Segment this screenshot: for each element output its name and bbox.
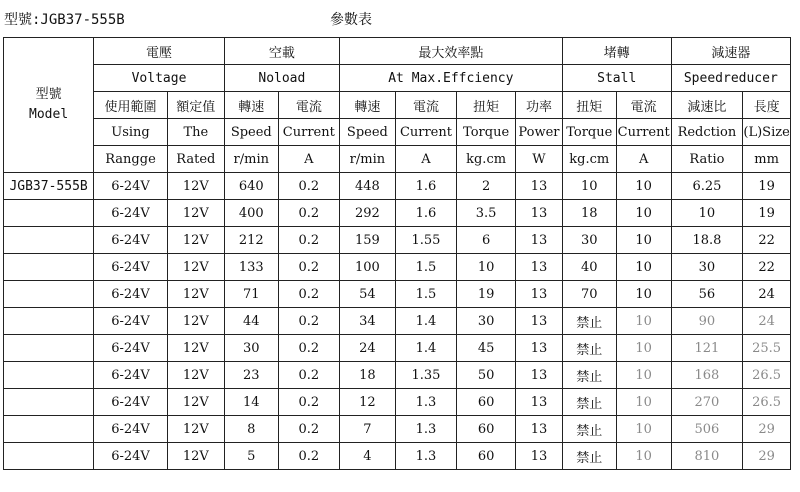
- table-cell: 56: [671, 281, 743, 308]
- table-row: [4, 173, 791, 200]
- table-cell: 13: [516, 416, 563, 443]
- table-cell: 10: [457, 254, 516, 281]
- table-cell: 159: [339, 227, 395, 254]
- table-cell: 10: [616, 443, 671, 470]
- table-cell: 禁止: [562, 335, 616, 362]
- table-cell: 100: [339, 254, 395, 281]
- table-cell: 12V: [167, 362, 224, 389]
- table-cell: 1.4: [395, 308, 456, 335]
- model-value-cell: [4, 416, 94, 443]
- table-cell: 19: [743, 173, 791, 200]
- table-cell: 34: [339, 308, 395, 335]
- model-header-zh: 型號: [35, 87, 62, 102]
- table-cell: 292: [339, 200, 395, 227]
- table-cell: 30: [457, 308, 516, 335]
- model-label: 型號:JGB37-555B: [4, 12, 125, 28]
- table-row: [4, 389, 791, 416]
- table-row: [4, 281, 791, 308]
- table-cell: 6-24V: [94, 254, 168, 281]
- table-cell: 22: [743, 227, 791, 254]
- table-cell: 24: [339, 335, 395, 362]
- subheader-en: Current: [616, 119, 671, 146]
- table-cell: 24: [743, 281, 791, 308]
- subheader-unit: A: [395, 146, 456, 173]
- model-value-cell: [4, 389, 94, 416]
- subheader-unit: A: [278, 146, 339, 173]
- table-cell: 12V: [167, 335, 224, 362]
- table-cell: 90: [671, 308, 743, 335]
- table-row: [4, 335, 791, 362]
- table-cell: 19: [457, 281, 516, 308]
- model-header-cell: [4, 38, 94, 173]
- subheader-en: Current: [278, 119, 339, 146]
- table-cell: 70: [562, 281, 616, 308]
- table-cell: 506: [671, 416, 743, 443]
- table-cell: 1.3: [395, 416, 456, 443]
- table-cell: 禁止: [562, 362, 616, 389]
- table-cell: 13: [516, 281, 563, 308]
- table-cell: 1.6: [395, 173, 456, 200]
- subheader-unit: Ratio: [671, 146, 743, 173]
- table-cell: 禁止: [562, 443, 616, 470]
- table-cell: 12V: [167, 443, 224, 470]
- table-cell: 133: [224, 254, 278, 281]
- subheader-en: (L)Size: [743, 119, 791, 146]
- table-cell: 60: [457, 389, 516, 416]
- table-cell: 禁止: [562, 308, 616, 335]
- table-cell: 121: [671, 335, 743, 362]
- table-cell: 12V: [167, 173, 224, 200]
- table-cell: 19: [743, 200, 791, 227]
- subheader-en: Torque: [562, 119, 616, 146]
- table-cell: 7: [339, 416, 395, 443]
- subheader-en: Speed: [224, 119, 278, 146]
- subheader-unit: Rated: [167, 146, 224, 173]
- table-cell: 270: [671, 389, 743, 416]
- group-header-en: At Max.Effciency: [339, 65, 562, 92]
- table-cell: 810: [671, 443, 743, 470]
- table-cell: 60: [457, 443, 516, 470]
- table-cell: 6: [457, 227, 516, 254]
- table-cell: 10: [616, 335, 671, 362]
- model-value-cell: [4, 281, 94, 308]
- table-cell: 3.5: [457, 200, 516, 227]
- table-cell: 6-24V: [94, 308, 168, 335]
- subheader-en: Using: [94, 119, 168, 146]
- subheader-unit: r/min: [224, 146, 278, 173]
- table-cell: 6-24V: [94, 173, 168, 200]
- table-cell: 禁止: [562, 416, 616, 443]
- model-header-en: Model: [29, 107, 69, 122]
- table-cell: 640: [224, 173, 278, 200]
- table-row: [4, 200, 791, 227]
- subheader-zh: 轉速: [224, 92, 278, 119]
- table-cell: 13: [516, 335, 563, 362]
- model-value-cell: [4, 443, 94, 470]
- table-cell: 0.2: [278, 227, 339, 254]
- table-cell: 8: [224, 416, 278, 443]
- group-header-en: Speedreducer: [671, 65, 790, 92]
- table-cell: 6-24V: [94, 335, 168, 362]
- table-cell: 0.2: [278, 200, 339, 227]
- table-row: [4, 308, 791, 335]
- table-cell: 40: [562, 254, 616, 281]
- table-cell: 12: [339, 389, 395, 416]
- table-cell: 6-24V: [94, 443, 168, 470]
- table-cell: 0.2: [278, 416, 339, 443]
- table-cell: 0.2: [278, 281, 339, 308]
- table-cell: 4: [339, 443, 395, 470]
- model-value-cell: JGB37-555B: [4, 173, 94, 200]
- table-row: [4, 416, 791, 443]
- table-cell: 0.2: [278, 389, 339, 416]
- model-value-cell: [4, 362, 94, 389]
- subheader-zh: 使用範圍: [94, 92, 168, 119]
- group-header-en: Noload: [224, 65, 339, 92]
- subheader-zh: 轉速: [339, 92, 395, 119]
- table-cell: 26.5: [743, 362, 791, 389]
- subheader-en: The: [167, 119, 224, 146]
- subheader-unit: kg.cm: [457, 146, 516, 173]
- subheader-zh: 電流: [278, 92, 339, 119]
- table-cell: 13: [516, 443, 563, 470]
- table-cell: 0.2: [278, 362, 339, 389]
- table-cell: 18.8: [671, 227, 743, 254]
- table-cell: 23: [224, 362, 278, 389]
- table-row: [4, 443, 791, 470]
- table-cell: 10: [616, 416, 671, 443]
- table-cell: 25.5: [743, 335, 791, 362]
- table-cell: 400: [224, 200, 278, 227]
- table-cell: 18: [562, 200, 616, 227]
- table-cell: 1.5: [395, 281, 456, 308]
- table-cell: 50: [457, 362, 516, 389]
- subheader-en: Current: [395, 119, 456, 146]
- group-header-en: Voltage: [94, 65, 225, 92]
- subheader-en: Power: [516, 119, 563, 146]
- table-cell: 71: [224, 281, 278, 308]
- table-cell: 0.2: [278, 308, 339, 335]
- table-cell: 13: [516, 200, 563, 227]
- table-cell: 6-24V: [94, 416, 168, 443]
- table-cell: 12V: [167, 281, 224, 308]
- table-cell: 13: [516, 227, 563, 254]
- table-cell: 6-24V: [94, 281, 168, 308]
- table-cell: 0.2: [278, 335, 339, 362]
- model-value-cell: [4, 200, 94, 227]
- table-cell: 0.2: [278, 254, 339, 281]
- table-cell: 1.3: [395, 443, 456, 470]
- table-cell: 18: [339, 362, 395, 389]
- table-cell: 13: [516, 173, 563, 200]
- table-cell: 22: [743, 254, 791, 281]
- table-cell: 26.5: [743, 389, 791, 416]
- table-row: [4, 362, 791, 389]
- model-value-cell: [4, 335, 94, 362]
- table-cell: 12V: [167, 389, 224, 416]
- table-cell: 5: [224, 443, 278, 470]
- table-cell: 12V: [167, 254, 224, 281]
- table-cell: 6-24V: [94, 362, 168, 389]
- table-title: 參數表: [330, 12, 372, 28]
- subheader-en: Redction: [671, 119, 743, 146]
- group-header-zh: 堵轉: [562, 38, 671, 65]
- table-cell: 44: [224, 308, 278, 335]
- subheader-en: Speed: [339, 119, 395, 146]
- table-row: [4, 227, 791, 254]
- subheader-unit: A: [616, 146, 671, 173]
- subheader-unit: Rangge: [94, 146, 168, 173]
- subheader-zh: 扭矩: [562, 92, 616, 119]
- model-value-cell: [4, 308, 94, 335]
- subheader-zh: 額定值: [167, 92, 224, 119]
- table-cell: 45: [457, 335, 516, 362]
- table-cell: 30: [224, 335, 278, 362]
- table-cell: 10: [616, 308, 671, 335]
- subheader-zh: 電流: [616, 92, 671, 119]
- table-cell: 13: [516, 389, 563, 416]
- parameter-table: [3, 37, 791, 470]
- table-cell: 10: [616, 200, 671, 227]
- table-cell: 6.25: [671, 173, 743, 200]
- table-cell: 29: [743, 416, 791, 443]
- table-cell: 2: [457, 173, 516, 200]
- subheader-zh: 功率: [516, 92, 563, 119]
- group-header-en: Stall: [562, 65, 671, 92]
- table-cell: 1.5: [395, 254, 456, 281]
- model-value-cell: [4, 227, 94, 254]
- table-row: [4, 254, 791, 281]
- table-cell: 6-24V: [94, 389, 168, 416]
- table-cell: 12V: [167, 227, 224, 254]
- group-header-zh: 減速器: [671, 38, 790, 65]
- subheader-unit: r/min: [339, 146, 395, 173]
- subheader-zh: 扭矩: [457, 92, 516, 119]
- table-cell: 10: [562, 173, 616, 200]
- table-cell: 212: [224, 227, 278, 254]
- table-cell: 1.6: [395, 200, 456, 227]
- model-value-cell: [4, 254, 94, 281]
- table-cell: 12V: [167, 308, 224, 335]
- table-cell: 1.4: [395, 335, 456, 362]
- subheader-unit: W: [516, 146, 563, 173]
- table-cell: 10: [616, 362, 671, 389]
- subheader-zh: 長度: [743, 92, 791, 119]
- table-cell: 14: [224, 389, 278, 416]
- group-header-zh: 空載: [224, 38, 339, 65]
- table-cell: 1.55: [395, 227, 456, 254]
- table-cell: 1.3: [395, 389, 456, 416]
- subheader-unit: mm: [743, 146, 791, 173]
- table-cell: 29: [743, 443, 791, 470]
- table-cell: 13: [516, 308, 563, 335]
- table-cell: 0.2: [278, 443, 339, 470]
- table-cell: 0.2: [278, 173, 339, 200]
- subheader-unit: kg.cm: [562, 146, 616, 173]
- table-cell: 10: [616, 254, 671, 281]
- table-cell: 10: [616, 173, 671, 200]
- table-cell: 10: [616, 227, 671, 254]
- table-cell: 13: [516, 254, 563, 281]
- table-cell: 12V: [167, 200, 224, 227]
- group-header-zh: 最大效率點: [339, 38, 562, 65]
- table-cell: 448: [339, 173, 395, 200]
- table-cell: 10: [616, 389, 671, 416]
- table-cell: 54: [339, 281, 395, 308]
- subheader-zh: 減速比: [671, 92, 743, 119]
- table-cell: 168: [671, 362, 743, 389]
- subheader-en: Torque: [457, 119, 516, 146]
- table-cell: 12V: [167, 416, 224, 443]
- table-cell: 6-24V: [94, 227, 168, 254]
- table-cell: 10: [671, 200, 743, 227]
- table-cell: 60: [457, 416, 516, 443]
- table-cell: 1.35: [395, 362, 456, 389]
- table-cell: 13: [516, 362, 563, 389]
- table-cell: 禁止: [562, 389, 616, 416]
- table-cell: 30: [671, 254, 743, 281]
- group-header-zh: 電壓: [94, 38, 225, 65]
- table-cell: 6-24V: [94, 200, 168, 227]
- subheader-zh: 電流: [395, 92, 456, 119]
- table-cell: 30: [562, 227, 616, 254]
- table-cell: 24: [743, 308, 791, 335]
- table-cell: 10: [616, 281, 671, 308]
